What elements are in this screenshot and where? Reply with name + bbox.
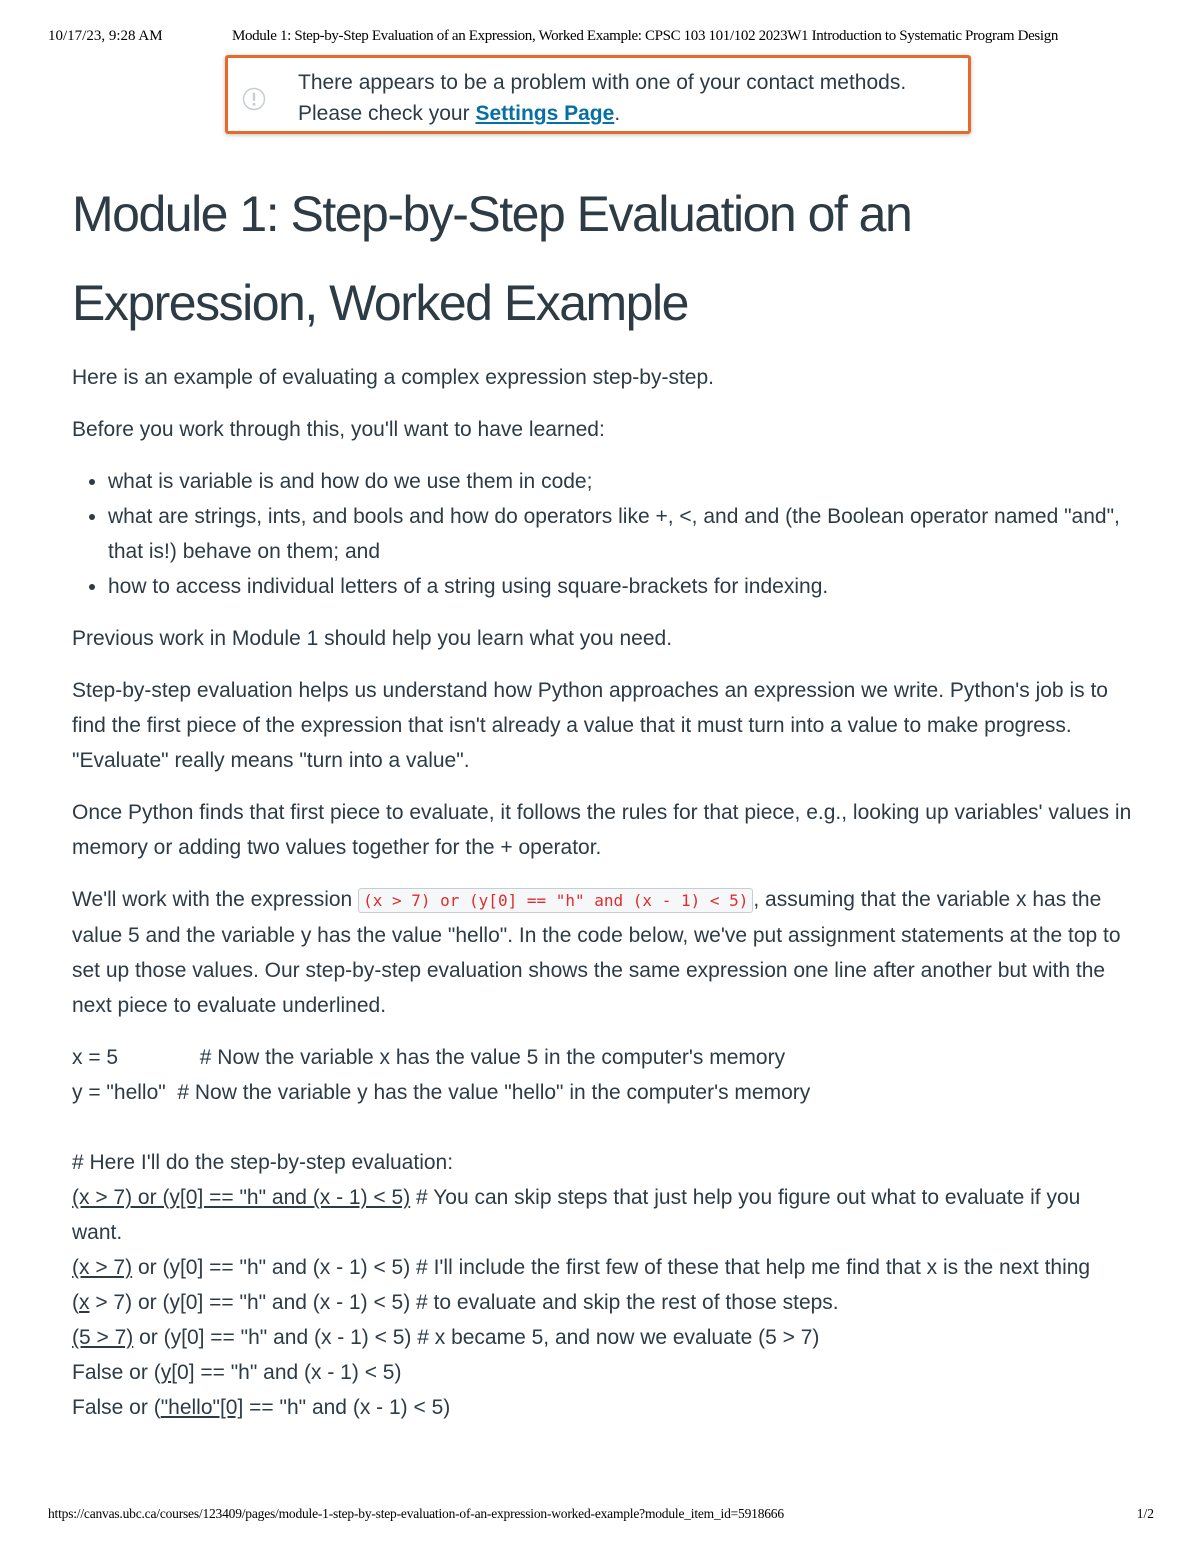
alert-message: There appears to be a problem with one of your contact methods. Please check your Settings Page. <box>298 71 907 125</box>
prereq-intro: Before you work through this, you'll want to have learned: <box>72 418 605 441</box>
code-line: (x > 7) or (y[0] == "h" and (x - 1) < 5) # I'll include the first few of these that help me find that x is the next thing <box>72 1256 1091 1279</box>
warning-icon <box>242 87 266 111</box>
settings-page-link[interactable]: Settings Page <box>475 102 615 125</box>
code-line: (x > 7) or (y[0] == "h" and (x - 1) < 5) # to evaluate and skip the rest of those steps. <box>72 1291 839 1314</box>
expression-paragraph: We'll work with the expression (x > 7) or (y[0] == "h" and (x - 1) < 5) , assuming that the variable x has the value 5 and the variable y has the value "hello". In the code below, we've put assignment statements at the top to set up those values. Our step-by-step evaluation shows the same expression one line after another but with the next piece to evaluate underlined. <box>72 888 1121 1017</box>
evaluation-code-block <box>72 1040 1132 1425</box>
list-item: • what is variable is and how do we use them in code; <box>108 464 1132 499</box>
page-url: https://canvas.ubc.ca/courses/123409/pages/module-1-step-by-step-evaluation-of-an-expression-worked-example?module_item_id=5918666 <box>48 1506 784 1521</box>
page-number: 1/2 <box>1136 1506 1154 1521</box>
print-title: Module 1: Step-by-Step Evaluation of an Expression, Worked Example: CPSC 103 101/102 2023W1 Introduction to Systematic Program Design <box>232 28 1059 44</box>
intro-paragraph: Here is an example of evaluating a complex expression step-by-step. <box>72 366 714 389</box>
code-line: False or (y[0] == "h" and (x - 1) < 5) <box>72 1361 402 1384</box>
expression-code: (x > 7) or (y[0] == "h" and (x - 1) < 5) <box>358 888 753 913</box>
contact-method-alert <box>225 55 971 134</box>
code-line: x = 5 # Now the variable x has the value 5 in the computer's memory <box>72 1046 786 1069</box>
code-line: y = "hello" # Now the variable y has the value "hello" in the computer's memory <box>72 1081 811 1104</box>
code-line: False or ("hello"[0] == "h" and (x - 1) < 5) <box>72 1396 451 1419</box>
prereq-list <box>72 464 1132 604</box>
stepwise-paragraph: Step-by-step evaluation helps us understand how Python approaches an expression we write. Python's job is to find the first piece of the expression that isn't already a value that it must turn into a value to make progress. "Evaluate" really means "turn into a value". <box>72 679 1108 772</box>
code-line: (x > 7) or (y[0] == "h" and (x - 1) < 5) # You can skip steps that just help you figure out what to evaluate if you want. <box>72 1186 1081 1244</box>
list-item: • what are strings, ints, and bools and how do operators like +, <, and and (the Boolean operator named "and", that is!) behave on them; and <box>108 499 1132 569</box>
previous-work-paragraph: Previous work in Module 1 should help you learn what you need. <box>72 627 673 650</box>
page-title: Module 1: Step-by-Step Evaluation of an Expression, Worked Example <box>72 186 912 331</box>
rules-paragraph: Once Python finds that first piece to evaluate, it follows the rules for that piece, e.g., looking up variables' values in memory or adding two values together for the + operator. <box>72 801 1132 859</box>
print-date: 10/17/23, 9:28 AM <box>48 28 163 44</box>
page-content <box>72 360 1132 1425</box>
code-line: (5 > 7) or (y[0] == "h" and (x - 1) < 5) # x became 5, and now we evaluate (5 > 7) <box>72 1326 820 1349</box>
code-line: # Here I'll do the step-by-step evaluation: <box>72 1151 454 1174</box>
list-item: • how to access individual letters of a string using square-brackets for indexing. <box>108 569 1132 604</box>
